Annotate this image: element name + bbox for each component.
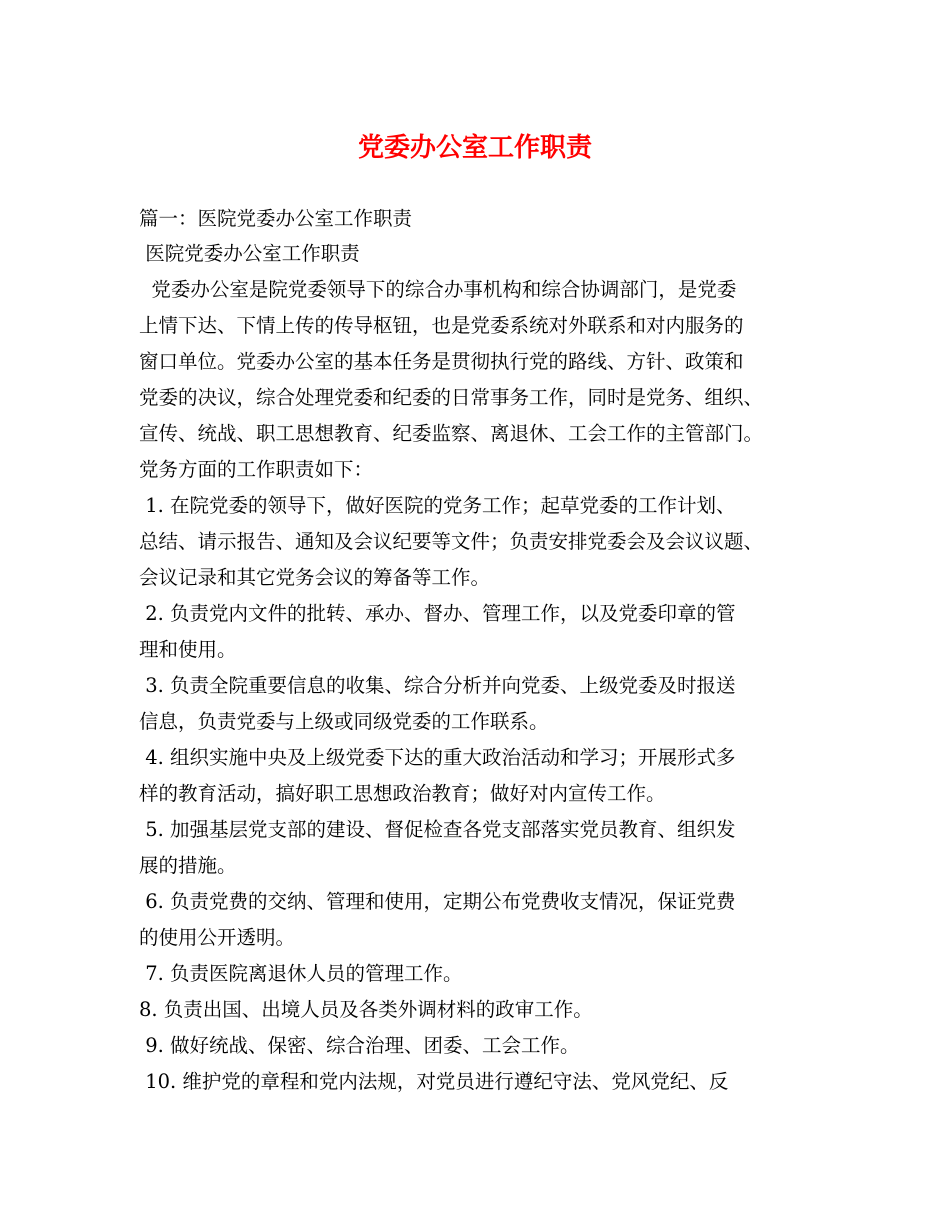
subsection-heading: 医院党委办公室工作职责 (139, 242, 360, 265)
list-item-line: 9. 做好统战、保密、综合治理、团委、工会工作。 (139, 1034, 580, 1057)
paragraph-line: 党务方面的工作职责如下： (139, 458, 374, 481)
list-item-line: 5. 加强基层党支部的建设、督促检查各党支部落实党员教育、组织发 (139, 818, 736, 841)
paragraph-line: 上情下达、下情上传的传导枢钮，也是党委系统对外联系和对内服务的 (139, 314, 744, 337)
list-item-line: 的使用公开透明。 (139, 926, 296, 949)
list-item-line: 4. 组织实施中央及上级党委下达的重大政治活动和学习；开展形式多 (139, 746, 736, 769)
list-item-line: 样的教育活动，搞好职工思想政治教育；做好对内宣传工作。 (139, 782, 666, 805)
list-item-line: 3. 负责全院重要信息的收集、综合分析并向党委、上级党委及时报送 (139, 674, 736, 697)
list-item-line: 总结、请示报告、通知及会议纪要等文件；负责安排党委会及会议议题、 (139, 530, 764, 553)
list-item-line: 1. 在院党委的领导下，做好医院的党务工作；起草党委的工作计划、 (139, 494, 736, 517)
list-item-line: 展的措施。 (139, 854, 237, 877)
list-item-line: 理和使用。 (139, 638, 237, 661)
list-item-line: 8. 负责出国、出境人员及各类外调材料的政审工作。 (139, 998, 593, 1021)
section-heading: 篇一：医院党委办公室工作职责 (139, 207, 413, 230)
list-item-line: 2. 负责党内文件的批转、承办、督办、管理工作，以及党委印章的管 (139, 602, 736, 625)
paragraph-line: 党委的决议，综合处理党委和纪委的日常事务工作，同时是党务、组织、 (139, 386, 764, 409)
paragraph-line: 党委办公室是院党委领导下的综合办事机构和综合协调部门，是党委 (139, 278, 737, 301)
page-title: 党委办公室工作职责 (357, 133, 592, 163)
paragraph-line: 窗口单位。党委办公室的基本任务是贯彻执行党的路线、方针、政策和 (139, 350, 744, 373)
list-item-line: 6. 负责党费的交纳、管理和使用，定期公布党费收支情况，保证党费 (139, 890, 736, 913)
paragraph-line: 宣传、统战、职工思想教育、纪委监察、离退休、工会工作的主管部门。 (139, 422, 764, 445)
list-item-line: 10. 维护党的章程和党内法规，对党员进行遵纪守法、党风党纪、反 (139, 1070, 729, 1093)
list-item-line: 会议记录和其它党务会议的筹备等工作。 (139, 566, 491, 589)
list-item-line: 7. 负责医院离退休人员的管理工作。 (139, 962, 463, 985)
list-item-line: 信息，负责党委与上级或同级党委的工作联系。 (139, 710, 549, 733)
